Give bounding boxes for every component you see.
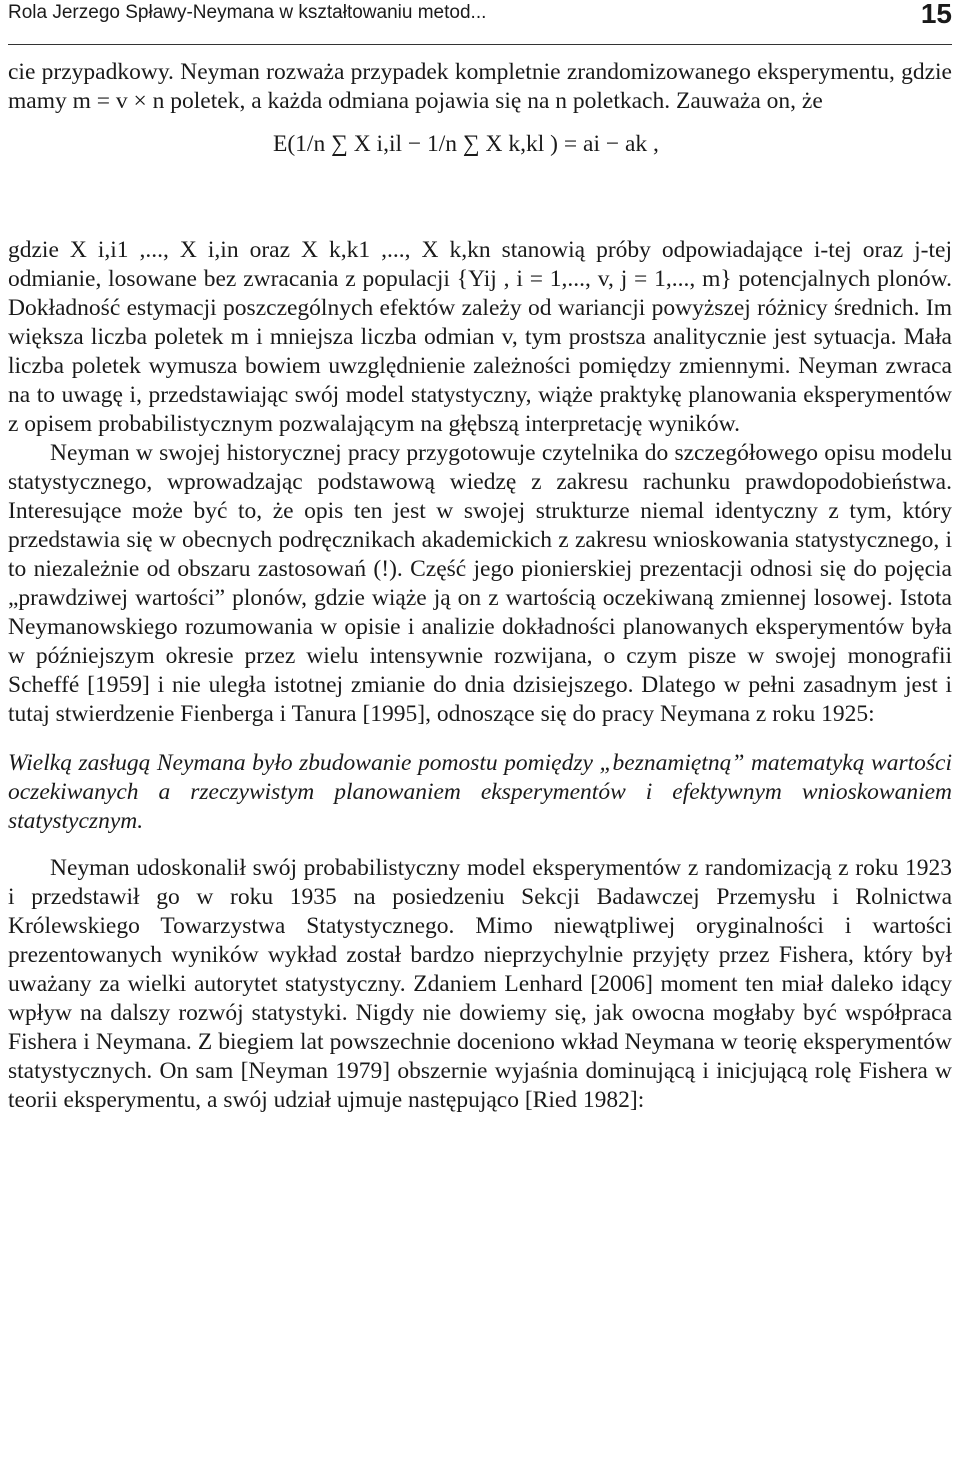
- page-number: 15: [920, 0, 952, 29]
- paragraph-4: Neyman udoskonalił swój probabilistyczny model eksperymentów z randomizacją z roku 1923 i przedstawił go w roku 1935 na posiedzeniu Sekcji Badawczej Przemysłu i Rolnictwa Królewskiego Towarzystwa Statystycznego. Mimo niewątpliwej oryginalności i wartości prezentowanych wyników wykład został bardzo nieprzychylnie przyjęty przez Fishera, który był uważany za wielki autorytet statystyczny. Zdaniem Lenhard [2006] moment ten miał daleko idący wpływ na dalszy rozwój statystyki. Nigdy nie dowiemy się, jak owocna mogłaby być współpraca Fishera i Neymana. Z biegiem lat powszechnie doceniono wkład Neymana w teorię eksperymentów statystycznych. On sam [Neyman 1979] obszernie wyjaśnia dominującą i inicjującą rolę Fishera w teorii eksperymentu, a swój udział ujmuje następująco [Ried 1982]:: [8, 855, 952, 1113]
- formula-block: [8, 116, 952, 236]
- expectation-formula: E(1/n ∑ X i,il − 1/n ∑ X k,kl ) = ai − ak ,: [273, 131, 659, 157]
- quote-fienberg-tanur: Wielką zasługą Neymana było zbudowanie pomostu pomiędzy „beznamiętną” matematyką wartości oczekiwanych a rzeczywistym planowaniem eksperymentów i efektywnym wnioskowaniem statystycznym.: [8, 750, 952, 834]
- running-title: Rola Jerzego Spławy-Neymana w kształtowaniu metod...: [8, 2, 487, 23]
- body-text: [8, 58, 952, 1115]
- paragraph-1: cie przypadkowy. Neyman rozważa przypadek kompletnie zrandomizowanego eksperymentu, gdzie mamy m = v × n poletek, a każda odmiana pojawia się na n poletkach. Zauważa on, że: [8, 59, 952, 114]
- paragraph-2: gdzie X i,i1 ,..., X i,in oraz X k,k1 ,..., X k,kn stanowią próby odpowiadające i-tej oraz j-tej odmianie, losowane bez zwracania z populacji {Yij , i = 1,..., v, j = 1,..., m} potencjalnych plonów. Dokładność estymacji poszczególnych efektów zależy od wariancji powyższej różnicy średnich. Im większa liczba poletek m i mniejsza liczba odmian v, tym prostsza analitycznie jest sytuacja. Mała liczba poletek wymusza bowiem uwzględnienie zależności pomiędzy zmiennymi. Neyman zwraca na to uwagę i, przedstawiając swój model statystyczny, wiąże praktykę planowania eksperymentów z opisem probabilistycznym pozwalającym na głębszą interpretację wyników.: [8, 237, 952, 437]
- header-rule: [8, 44, 952, 45]
- page-header: [8, 2, 952, 32]
- paragraph-3: Neyman w swojej historycznej pracy przygotowuje czytelnika do szczegółowego opisu modelu statystycznego, wprowadzając podstawową wiedzę z zakresu rachunku prawdopodobieństwa. Interesujące może być to, że opis ten jest w swojej strukturze niemal identyczny z tym, który przedstawia się w obecnych podręcznikach akademickich z zakresu wnioskowania statystycznego, i to niezależnie od obszaru zastosowań (!). Część jego pionierskiej prezentacji odnosi się do pojęcia „prawdziwej wartości” plonów, gdzie wiąże ją on z wartością oczekiwaną zmiennej losowej. Istota Neymanowskiego rozumowania w opisie i analizie dokładności planowanych eksperymentów była w późniejszym okresie przez wielu intensywnie rozwijana, o czym pisze w swojej monografii Scheffé [1959] i nie uległa istotnej zmianie do dnia dzisiejszego. Dlatego w pełni zasadnym jest i tutaj stwierdzenie Fienberga i Tanura [1995], odnoszące się do pracy Neymana z roku 1925:: [8, 440, 952, 727]
